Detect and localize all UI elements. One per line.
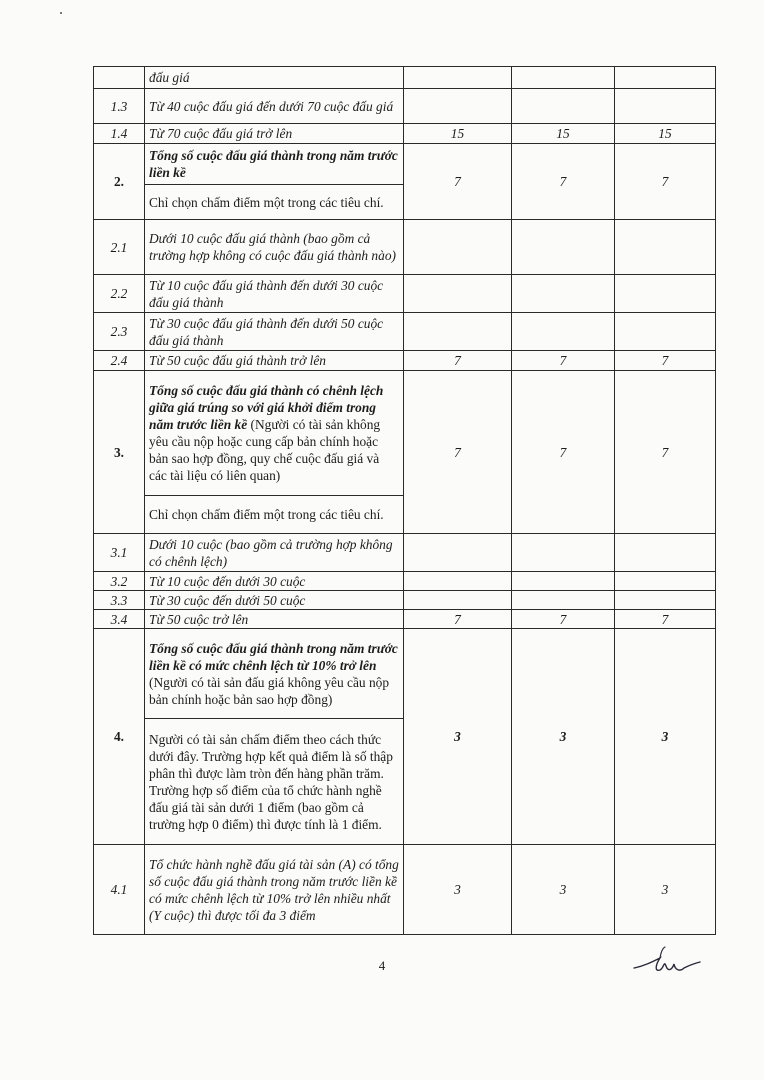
- score-col-2: 15: [512, 124, 615, 144]
- criterion-title-cell: [145, 629, 404, 719]
- page-number: 4: [378, 958, 386, 973]
- score-col-3: [615, 89, 716, 124]
- score-col-1: 3: [404, 629, 512, 845]
- criterion-text: Dưới 10 cuộc (bao gồm cả trường hợp không có chênh lệch): [145, 534, 404, 572]
- score-col-3: [615, 220, 716, 275]
- criterion-text: Dưới 10 cuộc đấu giá thành (bao gồm cả trường hợp không có cuộc đấu giá thành nào): [145, 220, 404, 275]
- row-number: 2.4: [94, 351, 145, 371]
- criterion-text: đấu giá: [145, 67, 404, 89]
- score-col-2: [512, 572, 615, 591]
- row-number: 2.: [94, 144, 145, 220]
- criterion-text: Từ 40 cuộc đấu giá đến dưới 70 cuộc đấu giá: [145, 89, 404, 124]
- score-col-2: 3: [512, 629, 615, 845]
- row-number: 3.4: [94, 610, 145, 629]
- score-col-1: [404, 591, 512, 610]
- scoring-table: [93, 66, 716, 935]
- initials-signature: [630, 944, 710, 980]
- score-col-3: 7: [615, 371, 716, 534]
- score-col-2: 3: [512, 845, 615, 935]
- criterion-text: Từ 50 cuộc đấu giá thành trở lên: [145, 351, 404, 371]
- row-number: 4.: [94, 629, 145, 845]
- score-col-2: 7: [512, 351, 615, 371]
- score-col-3: 7: [615, 144, 716, 220]
- score-col-1: 15: [404, 124, 512, 144]
- score-col-3: [615, 591, 716, 610]
- score-col-2: [512, 220, 615, 275]
- table-row: [94, 220, 716, 275]
- criterion-detail: (Người có tài sản đấu giá không yêu cầu nộp bản chính hoặc bản sao hợp đồng): [149, 674, 390, 707]
- score-col-3: [615, 275, 716, 313]
- score-col-3: 3: [615, 845, 716, 935]
- table-row: [94, 124, 716, 144]
- criterion-note: Chỉ chọn chấm điểm một trong các tiêu chí.: [145, 185, 404, 220]
- score-col-3: 3: [615, 629, 716, 845]
- row-number: 3.3: [94, 591, 145, 610]
- score-col-2: 7: [512, 371, 615, 534]
- table-row: [94, 591, 716, 610]
- row-number: 3.1: [94, 534, 145, 572]
- score-col-3: [615, 534, 716, 572]
- score-col-1: 3: [404, 845, 512, 935]
- criterion-text: Từ 50 cuộc trở lên: [145, 610, 404, 629]
- table-row: [94, 371, 716, 496]
- score-col-2: [512, 591, 615, 610]
- score-col-1: 7: [404, 371, 512, 534]
- score-col-3: [615, 313, 716, 351]
- criterion-text: Từ 70 cuộc đấu giá trở lên: [145, 124, 404, 144]
- score-col-1: [404, 67, 512, 89]
- scan-speck: [60, 12, 62, 14]
- criterion-detail: (Người có tài sản không yêu cầu nộp hoặc cung cấp bản chính hoặc bản sao hợp đồng, quy chế cuộc đấu giá và các tài liệu có liên quan): [149, 417, 381, 483]
- score-col-2: [512, 89, 615, 124]
- row-number: 2.2: [94, 275, 145, 313]
- score-col-1: [404, 534, 512, 572]
- score-col-2: [512, 534, 615, 572]
- score-col-2: 7: [512, 144, 615, 220]
- row-number: 3.: [94, 371, 145, 534]
- row-number: 4.1: [94, 845, 145, 935]
- row-number: 1.3: [94, 89, 145, 124]
- table-row: [94, 351, 716, 371]
- row-number: [94, 67, 145, 89]
- score-col-3: 7: [615, 610, 716, 629]
- table-row: [94, 67, 716, 89]
- score-col-2: 7: [512, 610, 615, 629]
- score-col-2: [512, 313, 615, 351]
- criterion-text: Từ 30 cuộc đến dưới 50 cuộc: [145, 591, 404, 610]
- score-col-2: [512, 67, 615, 89]
- criterion-text: Từ 30 cuộc đấu giá thành đến dưới 50 cuộc đấu giá thành: [145, 313, 404, 351]
- score-col-1: [404, 572, 512, 591]
- criterion-text: Tổ chức hành nghề đấu giá tài sản (A) có tổng số cuộc đấu giá thành trong năm trước liền kề có mức chênh lệch từ 10% trở lên nhiều nhất (Y cuộc) thì được tối đa 3 điểm: [145, 845, 404, 935]
- criterion-note: Người có tài sản chấm điểm theo cách thức dưới đây. Trường hợp kết quả điểm là số thập phân thì được làm tròn đến hàng phần trăm. Trường hợp số điểm của tổ chức hành nghề đấu giá tài sản dưới 1 điểm (bao gồm cả trường hợp 0 điểm) thì được tính là 1 điểm.: [145, 719, 404, 845]
- table-row: [94, 845, 716, 935]
- table-row: [94, 572, 716, 591]
- criterion-note: Chỉ chọn chấm điểm một trong các tiêu chí.: [145, 496, 404, 534]
- table-row: [94, 89, 716, 124]
- criterion-title: Tổng số cuộc đấu giá thành trong năm trước liền kề có mức chênh lệch từ 10% trở lên: [149, 640, 398, 673]
- table-row: [94, 610, 716, 629]
- criterion-title: Tổng số cuộc đấu giá thành trong năm trước liền kề: [145, 144, 404, 185]
- table-row: [94, 629, 716, 719]
- row-number: 2.3: [94, 313, 145, 351]
- score-col-1: 7: [404, 610, 512, 629]
- score-col-3: 15: [615, 124, 716, 144]
- score-col-1: [404, 89, 512, 124]
- score-col-3: [615, 572, 716, 591]
- score-col-3: [615, 67, 716, 89]
- score-col-1: [404, 275, 512, 313]
- score-col-1: 7: [404, 144, 512, 220]
- table-row: [94, 534, 716, 572]
- table-row: [94, 144, 716, 185]
- row-number: 1.4: [94, 124, 145, 144]
- table-row: [94, 275, 716, 313]
- criterion-title-cell: [145, 371, 404, 496]
- score-col-2: [512, 275, 615, 313]
- criterion-title: Tổng số cuộc đấu giá thành có chênh lệch giữa giá trúng so với giá khởi điểm trong năm trước liền kề: [149, 383, 384, 432]
- row-number: 2.1: [94, 220, 145, 275]
- score-col-1: [404, 220, 512, 275]
- table-row: [94, 313, 716, 351]
- row-number: 3.2: [94, 572, 145, 591]
- criterion-text: Từ 10 cuộc đến dưới 30 cuộc: [145, 572, 404, 591]
- score-col-3: 7: [615, 351, 716, 371]
- criterion-text: Từ 10 cuộc đấu giá thành đến dưới 30 cuộc đấu giá thành: [145, 275, 404, 313]
- score-col-1: [404, 313, 512, 351]
- score-col-1: 7: [404, 351, 512, 371]
